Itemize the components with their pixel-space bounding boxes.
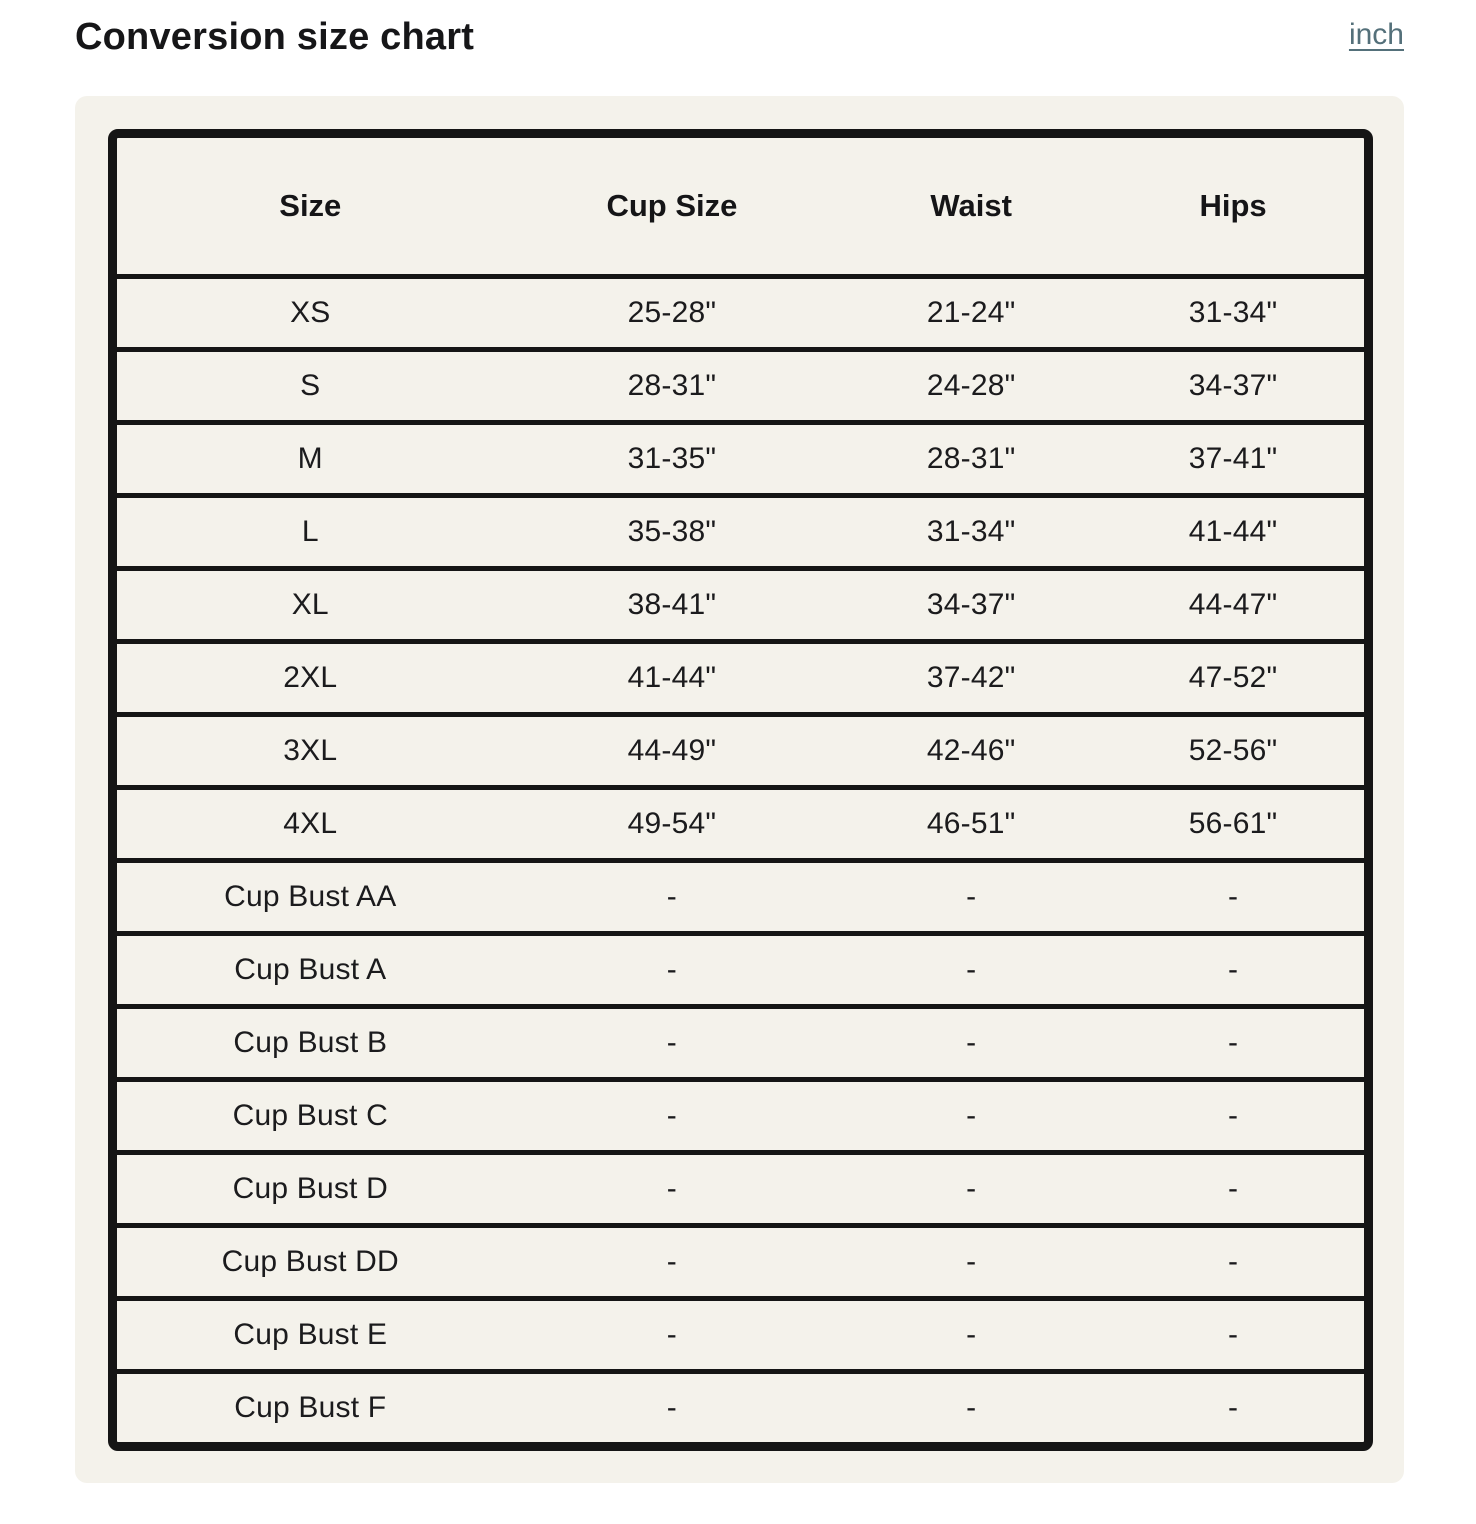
value-cell: - [1102, 1079, 1364, 1152]
value-cell: 28-31" [504, 349, 841, 422]
value-cell: 41-44" [1102, 495, 1364, 568]
table-row [117, 860, 1364, 933]
value-cell: 49-54" [504, 787, 841, 860]
value-cell: - [504, 1006, 841, 1079]
value-cell: - [504, 1079, 841, 1152]
size-label: 2XL [117, 641, 504, 714]
column-header-hips: Hips [1102, 138, 1364, 277]
value-cell: 24-28" [840, 349, 1102, 422]
value-cell: 42-46" [840, 714, 1102, 787]
value-cell: - [1102, 1225, 1364, 1298]
value-cell: 38-41" [504, 568, 841, 641]
value-cell: - [840, 1079, 1102, 1152]
value-cell: - [840, 1225, 1102, 1298]
size-label: Cup Bust A [117, 933, 504, 1006]
value-cell: 34-37" [1102, 349, 1364, 422]
value-cell: 21-24" [840, 276, 1102, 349]
page-title: Conversion size chart [75, 16, 475, 58]
size-label: S [117, 349, 504, 422]
value-cell: - [504, 1298, 841, 1371]
size-label: Cup Bust D [117, 1152, 504, 1225]
size-label: XL [117, 568, 504, 641]
value-cell: - [1102, 1298, 1364, 1371]
table-row [117, 1225, 1364, 1298]
value-cell: 41-44" [504, 641, 841, 714]
table-row [117, 349, 1364, 422]
value-cell: 31-34" [840, 495, 1102, 568]
column-header-size: Size [117, 138, 504, 277]
size-label: XS [117, 276, 504, 349]
value-cell: - [1227, 1390, 1239, 1424]
size-label: Cup Bust DD [117, 1225, 504, 1298]
value-cell: - [504, 860, 841, 933]
value-cell: 44-47" [1102, 568, 1364, 641]
size-chart-table [117, 138, 1364, 1442]
table-row [117, 714, 1364, 787]
table-row [117, 1152, 1364, 1225]
value-cell: - [1102, 860, 1364, 933]
table-row [117, 787, 1364, 860]
value-cell: 34-37" [840, 568, 1102, 641]
size-label: Cup Bust AA [117, 860, 504, 933]
size-label: M [117, 422, 504, 495]
value-cell: 28-31" [840, 422, 1102, 495]
column-header-cup-size: Cup Size [504, 138, 841, 277]
table-body [117, 276, 1364, 1442]
table-row [117, 1079, 1364, 1152]
value-cell: 47-52" [1102, 641, 1364, 714]
value-cell: 56-61" [1102, 787, 1364, 860]
size-label: 3XL [117, 714, 504, 787]
size-chart-panel [75, 96, 1404, 1483]
size-label: Cup Bust F [234, 1390, 387, 1424]
value-cell: 46-51" [840, 787, 1102, 860]
value-cell: - [504, 1152, 841, 1225]
value-cell: - [1102, 1152, 1364, 1225]
table-row [117, 1371, 1364, 1442]
column-header-waist: Waist [840, 138, 1102, 277]
size-label: L [117, 495, 504, 568]
value-cell: 52-56" [1102, 714, 1364, 787]
size-label: Cup Bust B [117, 1006, 504, 1079]
size-chart-table-frame [108, 129, 1373, 1451]
size-label: Cup Bust C [117, 1079, 504, 1152]
value-cell: - [504, 933, 841, 1006]
value-cell: 25-28" [504, 276, 841, 349]
table-row [117, 1298, 1364, 1371]
table-row [117, 1006, 1364, 1079]
table-row [117, 933, 1364, 1006]
value-cell: 35-38" [504, 495, 841, 568]
value-cell: - [1102, 933, 1364, 1006]
table-row [117, 568, 1364, 641]
size-label: 4XL [117, 787, 504, 860]
value-cell: 31-34" [1102, 276, 1364, 349]
value-cell: - [840, 1298, 1102, 1371]
table-row [117, 495, 1364, 568]
value-cell: - [840, 933, 1102, 1006]
size-label: Cup Bust E [117, 1298, 504, 1371]
value-cell: 37-42" [840, 641, 1102, 714]
value-cell: - [966, 1390, 977, 1424]
value-cell: 37-41" [1102, 422, 1364, 495]
value-cell: - [840, 860, 1102, 933]
value-cell: 31-35" [504, 422, 841, 495]
table-row [117, 641, 1364, 714]
header [0, 0, 1476, 60]
value-cell: - [1102, 1006, 1364, 1079]
value-cell: - [504, 1225, 841, 1298]
unit-toggle-link[interactable]: inch [1348, 18, 1404, 51]
table-row [117, 276, 1364, 349]
value-cell: 44-49" [504, 714, 841, 787]
value-cell: - [840, 1152, 1102, 1225]
value-cell: - [840, 1006, 1102, 1079]
value-cell: - [666, 1390, 677, 1424]
table-row [117, 422, 1364, 495]
header-row [117, 138, 1364, 277]
